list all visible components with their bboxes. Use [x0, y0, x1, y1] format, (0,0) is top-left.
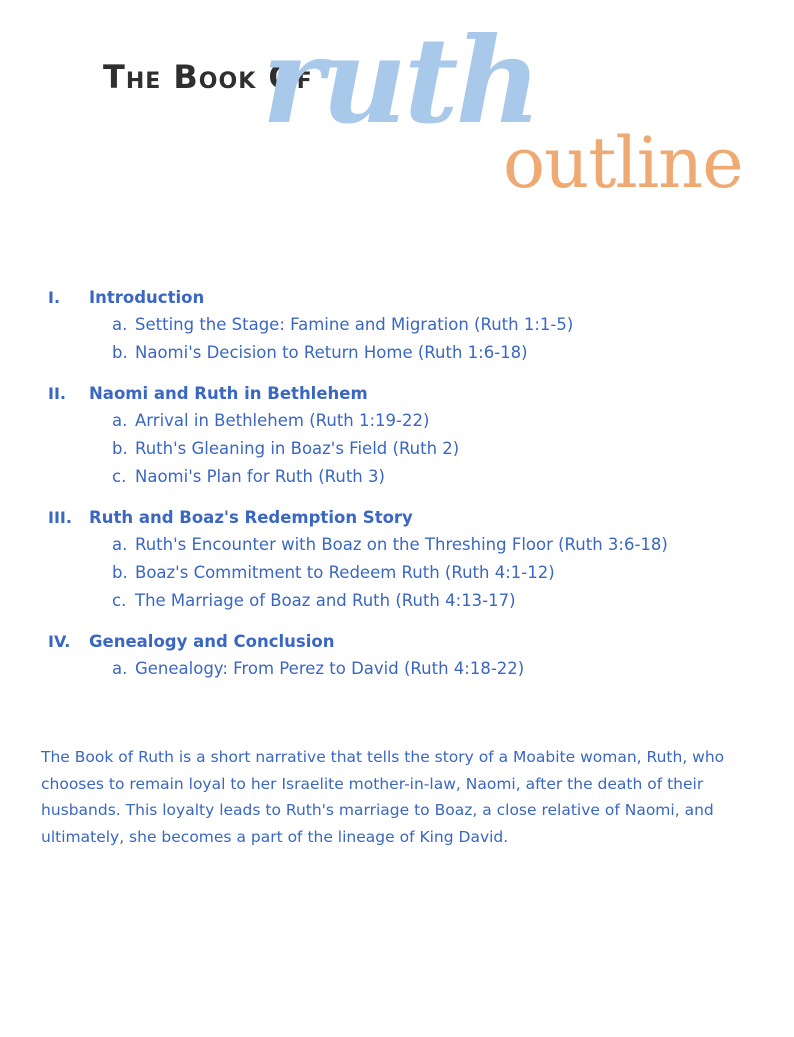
title-main: ruth: [262, 11, 539, 150]
section-items: [48, 411, 768, 495]
item-text: Boaz's Commitment to Redeem Ruth (Ruth 4:1-12): [135, 563, 555, 582]
item-letter: a.: [112, 535, 128, 554]
item-text: Arrival in Bethlehem (Ruth 1:19-22): [135, 411, 430, 430]
outline-section-3: [48, 508, 768, 619]
section-title: Naomi and Ruth in Bethlehem: [89, 384, 368, 403]
item-letter: b.: [112, 439, 128, 458]
section-heading: [48, 288, 768, 315]
list-item: [48, 315, 768, 343]
list-item: [48, 563, 768, 591]
item-letter: b.: [112, 343, 128, 362]
title-suffix: outline: [503, 122, 743, 204]
item-text: The Marriage of Boaz and Ruth (Ruth 4:13-17): [135, 591, 516, 610]
item-text: Naomi's Decision to Return Home (Ruth 1:6-18): [135, 343, 528, 362]
section-heading: [48, 632, 768, 659]
item-letter: a.: [112, 315, 128, 334]
list-item: [48, 535, 768, 563]
section-items: [48, 315, 768, 371]
item-text: Ruth's Encounter with Boaz on the Threshing Floor (Ruth 3:6-18): [135, 535, 668, 554]
section-items: [48, 659, 768, 687]
title-prefix: The Book Of: [103, 58, 313, 96]
summary-paragraph: The Book of Ruth is a short narrative that tells the story of a Moabite woman, Ruth, who chooses to remain loyal to her Israelite mother-in-law, Naomi, after the death of their husbands. This loyalty leads to Ruth's marriage to Boaz, a close relative of Naomi, and ultimately, she becomes a part of the lineage of King David.: [41, 748, 725, 846]
section-heading: [48, 384, 768, 411]
section-numeral: II.: [48, 384, 66, 403]
list-item: [48, 411, 768, 439]
section-heading: [48, 508, 768, 535]
item-text: Setting the Stage: Famine and Migration (Ruth 1:1-5): [135, 315, 574, 334]
item-text: Ruth's Gleaning in Boaz's Field (Ruth 2): [135, 439, 460, 458]
outline-list: [48, 288, 768, 700]
outline-section-4: [48, 632, 768, 687]
list-item: [48, 467, 768, 495]
list-item: [48, 659, 768, 687]
item-letter: b.: [112, 563, 128, 582]
section-numeral: I.: [48, 288, 61, 307]
section-numeral: III.: [48, 508, 72, 527]
outline-section-2: [48, 384, 768, 495]
section-items: [48, 535, 768, 619]
item-text: Genealogy: From Perez to David (Ruth 4:18-22): [135, 659, 525, 678]
section-title: Ruth and Boaz's Redemption Story: [89, 508, 413, 527]
section-title: Genealogy and Conclusion: [89, 632, 335, 651]
item-letter: c.: [112, 591, 127, 610]
item-letter: c.: [112, 467, 127, 486]
list-item: [48, 343, 768, 371]
section-title: Introduction: [89, 288, 205, 307]
list-item: [48, 591, 768, 619]
item-letter: a.: [112, 659, 128, 678]
outline-section-1: [48, 288, 768, 371]
list-item: [48, 439, 768, 467]
item-text: Naomi's Plan for Ruth (Ruth 3): [135, 467, 385, 486]
item-letter: a.: [112, 411, 128, 430]
section-numeral: IV.: [48, 632, 71, 651]
